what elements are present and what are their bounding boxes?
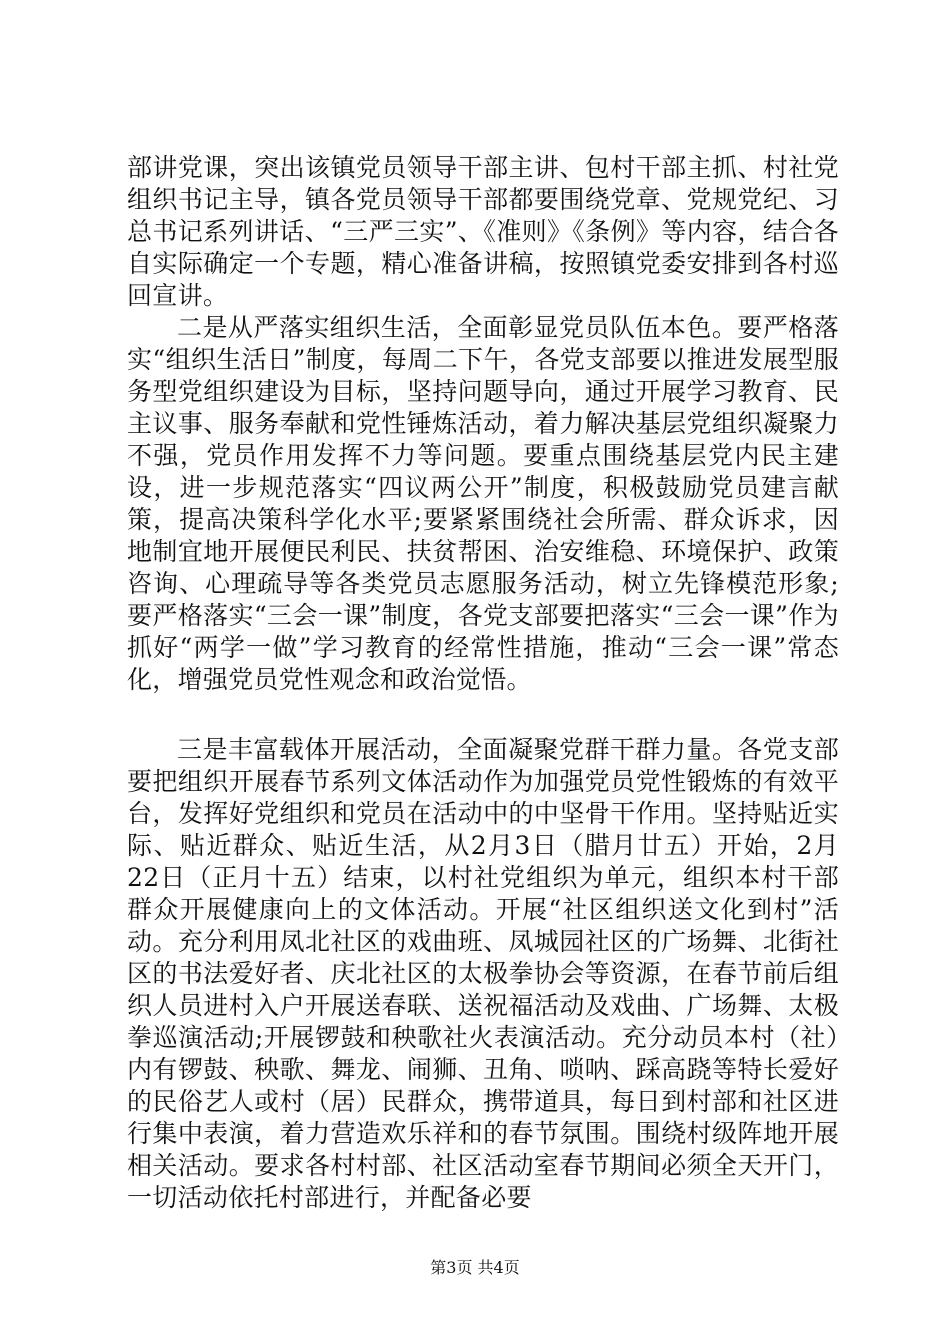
paragraph-continuation: 部讲党课，突出该镇党员领导干部主讲、包村干部主抓、村社党组织书记主导，镇各党员领导干部都要围绕党章、党规党纪、习总书记系列讲话、“三严三实”、《准则》《条例》等内容，结合各自实际确定一个专题，精心准备讲稿，按照镇党委安排到各村巡回宣讲。: [127, 153, 839, 310]
document-body: [127, 152, 839, 1214]
paragraph-spacer: [127, 696, 839, 734]
page-footer: 第3页 共4页: [430, 1258, 520, 1277]
paragraph-organization-life: 二是从严落实组织生活，全面彰显党员队伍本色。要严格落实“组织生活日”制度，每周二下午，各党支部要以推进发展型服务型党组织建设为目标，坚持问题导向，通过开展学习教育、民主议事、服务奉献和党性锤炼活动，着力解决基层党组织凝聚力不强，党员作用发挥不力等问题。要重点围绕基层党内民主建设，进一步规范落实“四议两公开”制度，积极鼓励党员建言献策，提高决策科学化水平;要紧紧围绕社会所需、群众诉求，因地制宜地开展便民利民、扶贫帮困、治安维稳、环境保护、政策咨询、心理疏导等各类党员志愿服务活动，树立先锋模范形象;要严格落实“三会一课”制度，各党支部要把落实“三会一课”作为抓好“两学一做”学习教育的经常性措施，推动“三会一课”常态化，增强党员党性观念和政治觉悟。: [127, 313, 839, 694]
paragraph-activities: 三是丰富载体开展活动，全面凝聚党群干群力量。各党支部要把组织开展春节系列文体活动作为加强党员党性锻炼的有效平台，发挥好党组织和党员在活动中的中坚骨干作用。坚持贴近实际、贴近群众、贴近生活，从2月3日（腊月廿五）开始，2月22日（正月十五）结束，以村社党组织为单元，组织本村干部群众开展健康向上的文体活动。开展“社区组织送文化到村”活动。充分利用凤北社区的戏曲班、凤城园社区的广场舞、北街社区的书法爱好者、庆北社区的太极拳协会等资源，在春节前后组织人员进村入户开展送春联、送祝福活动及戏曲、广场舞、太极拳巡演活动;开展锣鼓和秧歌社火表演活动。充分动员本村（社）内有锣鼓、秧歌、舞龙、闹狮、丑角、唢呐、踩高跷等特长爱好的民俗艺人或村（居）民群众，携带道具，每日到村部和社区进行集中表演，着力营造欢乐祥和的春节氛围。围绕村级阵地开展相关活动。要求各村村部、社区活动室春节期间必须全天开门，一切活动依托村部进行，并配备必要: [127, 735, 840, 1212]
